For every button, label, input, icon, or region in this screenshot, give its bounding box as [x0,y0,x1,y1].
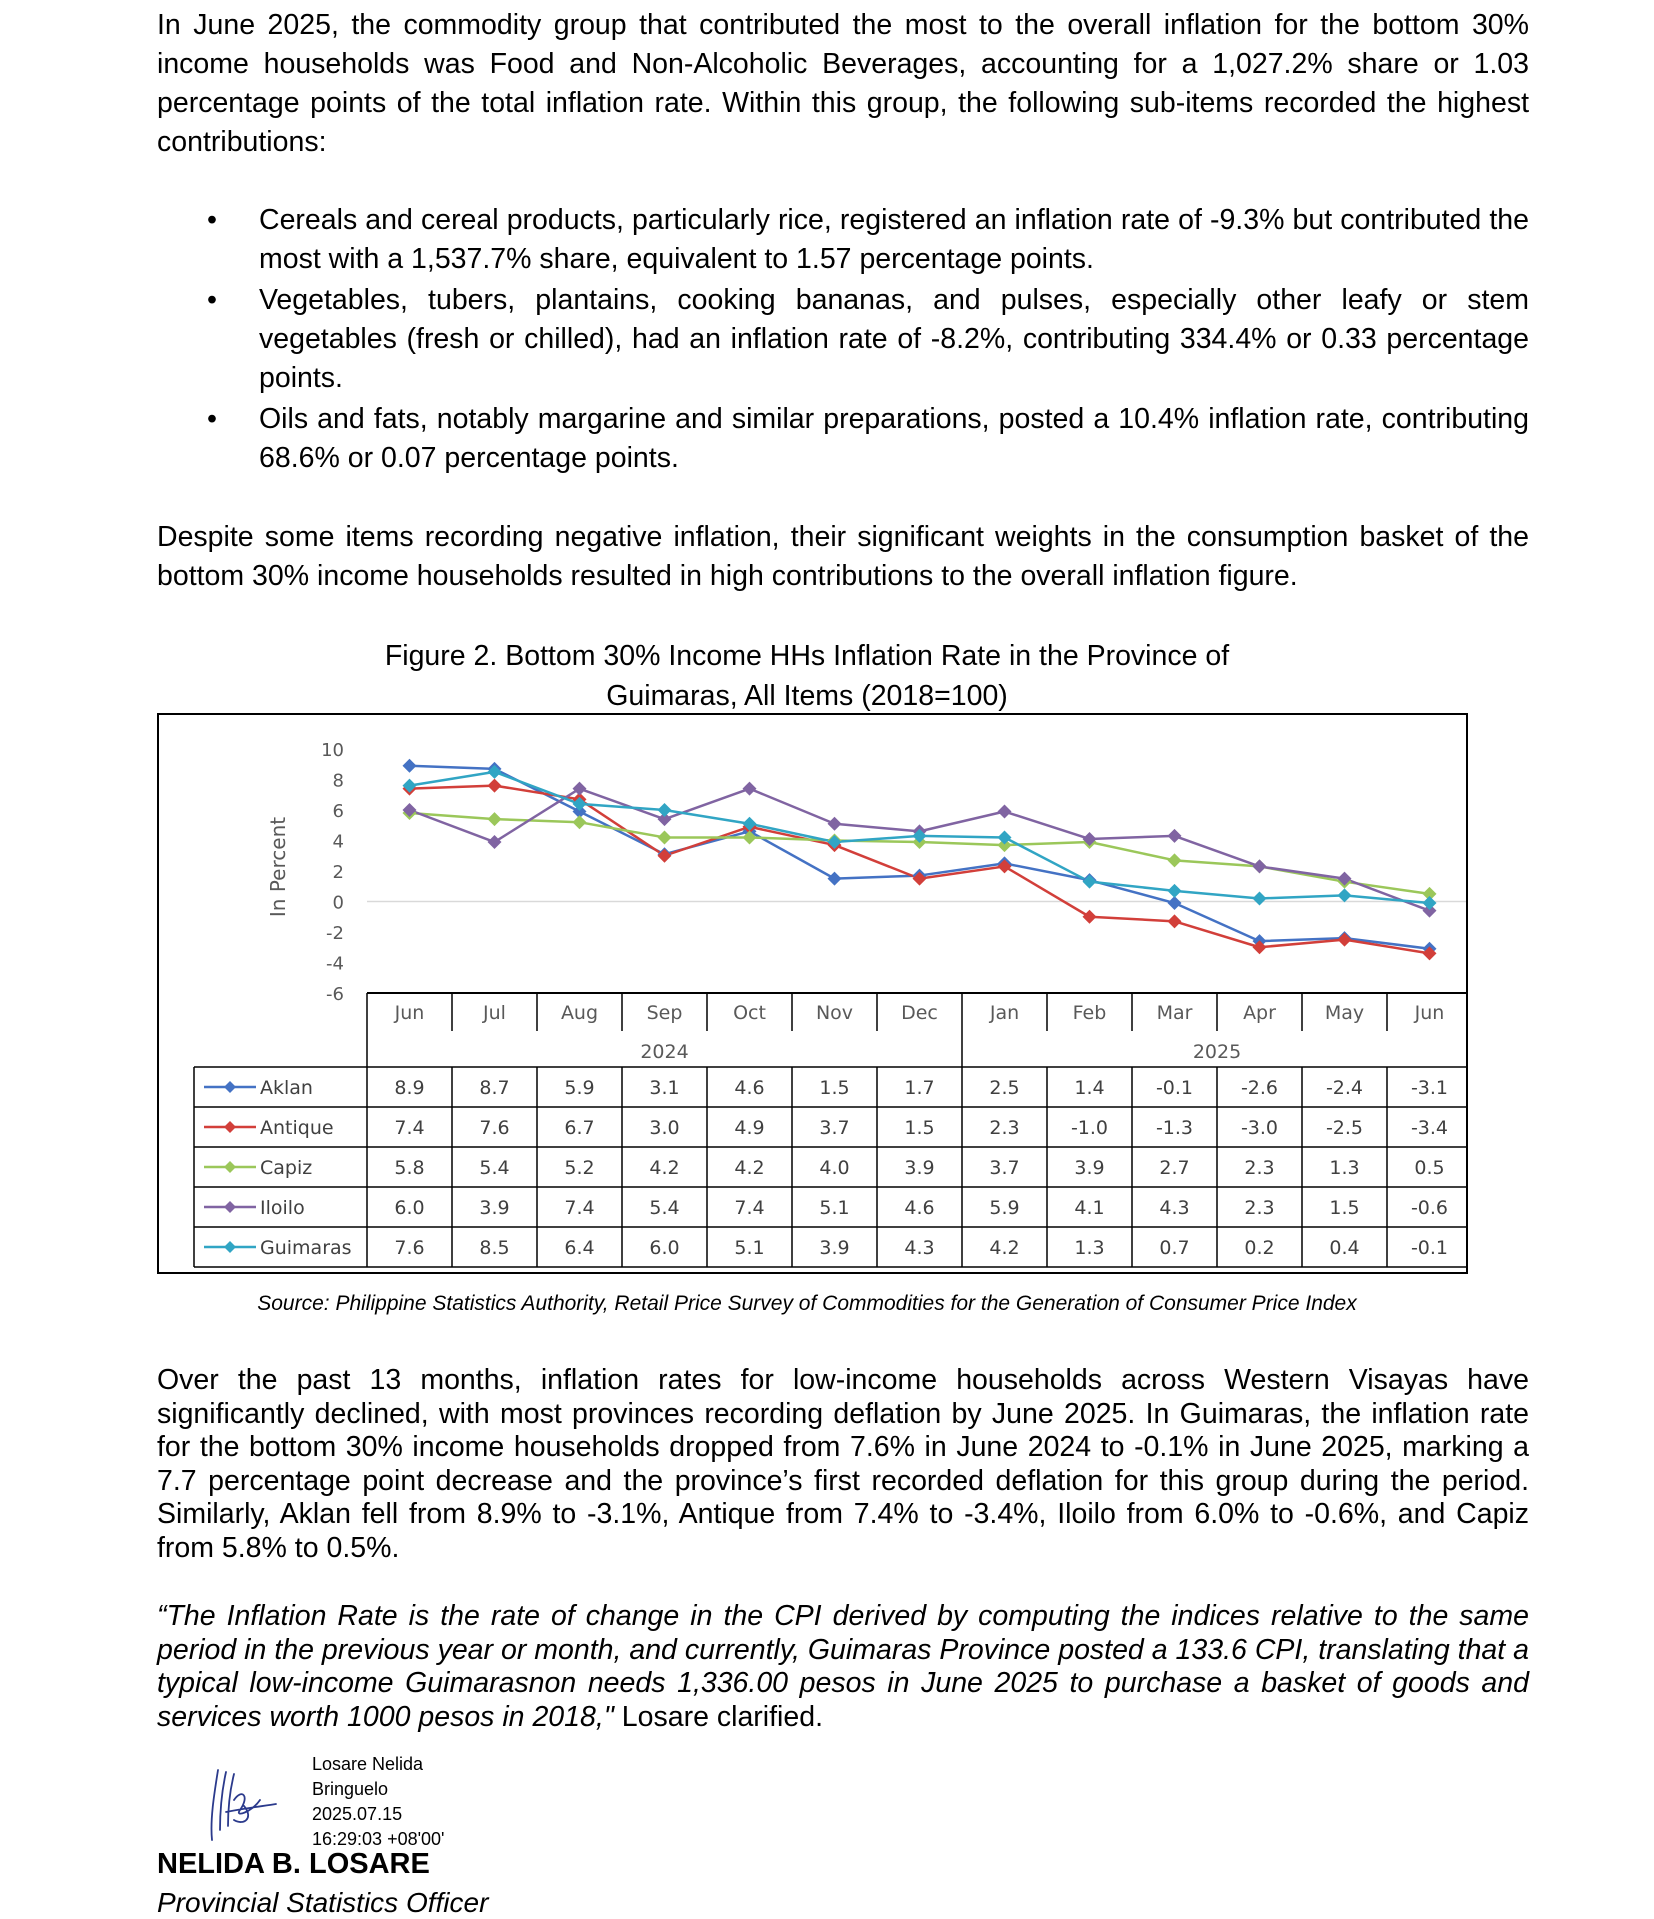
legend-label: Antique [260,1117,334,1139]
data-table-cell: 3.9 [1074,1157,1105,1179]
data-point-aklan [1168,896,1182,910]
data-table-cell: -2.6 [1240,1077,1279,1099]
paragraph-negative-inflation: Despite some items recording negative inflation, their significant weights in the consumption basket of the bottom 30% income households resulted in high contributions to the overall inflation figure. [157,521,1529,592]
data-point-guimaras [658,803,672,817]
data-table-cell: -1.3 [1155,1117,1194,1139]
bullet-item [157,400,1529,478]
data-table-cell: 1.5 [819,1077,850,1099]
y-tick-label: -6 [326,984,344,1005]
legend-key-marker [224,1161,236,1173]
data-point-guimaras [1083,875,1097,889]
data-table-cell: -2.4 [1325,1077,1364,1099]
y-tick-label: 8 [332,770,344,792]
figure-title-line2: Guimaras, All Items (2018=100) [606,680,1008,712]
handwritten-signature [190,1760,290,1855]
data-table-cell: 0.7 [1159,1237,1190,1259]
data-table-cell: -3.4 [1410,1117,1449,1139]
data-table-cell: 2.7 [1159,1157,1190,1179]
y-tick-label: -2 [326,923,344,944]
data-table-cell: 4.0 [819,1157,850,1179]
data-table-cell: 1.5 [904,1117,935,1139]
data-table-cell: 6.0 [394,1197,425,1219]
data-table-cell: -0.1 [1410,1237,1449,1259]
data-point-antique [488,779,502,793]
data-table-cell: 4.2 [649,1157,680,1179]
data-table-cell: 3.7 [819,1117,850,1139]
data-table-cell: 5.2 [564,1157,595,1179]
data-point-guimaras [998,830,1012,844]
data-table-cell: 4.2 [734,1157,765,1179]
legend-key-marker [224,1081,236,1093]
data-point-antique [1168,914,1182,928]
data-table-cell: 3.9 [904,1157,935,1179]
data-table-cell: 2.3 [1244,1157,1275,1179]
bullet-symbol: • [207,204,217,236]
data-table-cell: 6.4 [564,1237,595,1259]
figure-title [157,636,1457,716]
data-point-iloilo [573,782,587,796]
data-table-cell: 0.4 [1329,1237,1360,1259]
data-table-cell: 0.5 [1414,1157,1445,1179]
data-table-cell: 2.3 [1244,1197,1275,1219]
data-table-cell: 6.7 [564,1117,595,1139]
figure-title-line1: Figure 2. Bottom 30% Income HHs Inflation Rate in the Province of [384,640,1230,672]
y-tick-label: 10 [321,740,344,761]
y-tick-label: 2 [332,862,344,883]
data-point-guimaras [1338,888,1352,902]
data-table-cell: -3.0 [1240,1117,1279,1139]
officer-title: Provincial Statistics Officer [157,1887,489,1918]
data-table-cell: 8.5 [479,1237,510,1259]
legend-label: Aklan [260,1077,313,1099]
signature-time: 16:29:03 +08'00' [312,1829,445,1849]
data-table-cell: -0.6 [1410,1197,1449,1219]
data-table-cell: 2.5 [989,1077,1020,1099]
digital-signature-details [312,1752,445,1852]
y-tick-label: 0 [332,892,344,914]
data-table-cell: 8.9 [394,1077,425,1099]
data-table-cell: 5.1 [734,1237,765,1259]
paragraph-contribution: In June 2025, the commodity group that contributed the most to the overall inflation for the bottom 30% income households was Food and Non-Alcoholic Beverages, accounting for a 1,027.2% share or 1.03 percentage points of the total inflation rate. Within this group, the following sub-items recorded the highest contributions: [157,9,1529,158]
bullet-symbol: • [207,403,217,435]
data-point-capiz [658,830,672,844]
bullet-item [157,201,1529,279]
data-table-cell: 4.1 [1074,1197,1105,1219]
x-tick-label: Oct [733,1002,766,1024]
x-tick-label: Apr [1243,1002,1276,1024]
data-table-cell: 4.9 [734,1117,765,1139]
data-table-cell: 8.7 [479,1077,510,1099]
x-tick-label: Jun [1414,1002,1445,1024]
officer-name: NELIDA B. LOSARE [157,1848,430,1880]
x-tick-label: Jan [989,1002,1020,1024]
data-table-cell: 2.3 [989,1117,1020,1139]
data-table-cell: 4.3 [904,1237,935,1259]
data-point-iloilo [1168,829,1182,843]
bullet-item [157,281,1529,398]
bullet-symbol: • [207,284,217,316]
data-table-cell: -0.1 [1155,1077,1194,1099]
data-point-guimaras [1168,884,1182,898]
x-tick-label: Jun [394,1002,425,1024]
data-table-cell: 3.0 [649,1117,680,1139]
data-table-cell: 1.3 [1074,1237,1105,1259]
data-point-iloilo [998,805,1012,819]
paragraph-quote [157,1600,1529,1734]
x-tick-label: Jul [483,1002,506,1024]
legend-label: Guimaras [260,1237,352,1259]
data-point-iloilo [1253,859,1267,873]
data-table-cell: 7.6 [394,1237,425,1259]
bullet-text: Vegetables, tubers, plantains, cooking bananas, and pulses, especially other leafy or stem vegetables (fresh or chilled), had an inflation rate of -8.2%, contributing 334.4% or 0.33 percentage points. [259,284,1529,394]
data-table-cell: 3.9 [819,1237,850,1259]
data-table-cell: 0.2 [1244,1237,1275,1259]
data-table-cell: 4.2 [989,1237,1020,1259]
data-table-cell: -2.5 [1325,1117,1364,1139]
x-tick-label: Dec [901,1002,938,1024]
x-tick-label: Mar [1156,1002,1193,1024]
data-point-capiz [573,815,587,829]
data-table-cell: 6.0 [649,1237,680,1259]
data-table-cell: 5.1 [819,1197,850,1219]
contribution-bullet-list [157,201,1529,480]
signature-name-line1: Losare Nelida [312,1754,424,1774]
x-tick-label: May [1324,1002,1365,1024]
data-table-cell: -3.1 [1410,1077,1449,1099]
y-tick-label: 4 [332,831,344,853]
series-line-aklan [410,766,1430,949]
series-line-iloilo [410,789,1430,911]
signature-date: 2025.07.15 [312,1804,403,1824]
data-table-cell: 1.7 [904,1077,935,1099]
x-tick-label: Feb [1072,1002,1107,1024]
y-tick-label: -4 [326,953,344,975]
bullet-text: Cereals and cereal products, particularly rice, registered an inflation rate of -9.3% but contributed the most with a 1,537.7% share, equivalent to 1.57 percentage points. [259,204,1529,275]
x-tick-label: Sep [646,1002,683,1024]
data-table-cell: 1.5 [1329,1197,1360,1219]
data-table-cell: 5.4 [479,1157,510,1179]
legend-label: Capiz [260,1157,313,1179]
data-point-capiz [488,812,502,826]
y-axis-label: In Percent [266,816,290,918]
quote-attribution: Losare clarified. [613,1700,823,1733]
data-table-cell: 4.3 [1159,1197,1190,1219]
data-table-cell: 5.9 [564,1077,595,1099]
signature-name-line2: Bringuelo [312,1779,389,1799]
y-tick-label: 6 [332,801,344,822]
data-point-antique [1338,933,1352,947]
data-point-aklan [403,759,417,773]
figure-source: Source: Philippine Statistics Authority, Retail Price Survey of Commodities for the Generation of Consumer Price Index [257,1292,1357,1315]
data-point-capiz [1168,853,1182,867]
data-point-iloilo [828,817,842,831]
inflation-chart [157,713,1468,1274]
data-table-cell: 7.4 [394,1117,425,1139]
x-tick-label: Aug [560,1002,599,1024]
data-point-antique [1083,910,1097,924]
legend-key-marker [224,1121,236,1133]
data-table-cell: 7.4 [734,1197,765,1219]
legend-key-marker [224,1241,236,1253]
data-point-iloilo [743,782,757,796]
data-table-cell: 1.3 [1329,1157,1360,1179]
data-table-cell: 3.7 [989,1157,1020,1179]
bullet-text: Oils and fats, notably margarine and similar preparations, posted a 10.4% inflation rate, contributing 68.6% or 0.07 percentage points. [259,403,1529,474]
data-table-cell: -1.0 [1070,1117,1109,1139]
x-tick-label: Nov [815,1002,854,1024]
data-point-aklan [828,872,842,886]
year-group-label: 2025 [1192,1041,1242,1063]
inflation-chart-svg [159,715,1466,1272]
legend-key-marker [224,1201,236,1213]
legend-label: Iloilo [260,1197,305,1219]
data-table-cell: 3.9 [479,1197,510,1219]
year-group-label: 2024 [640,1041,689,1063]
quote-text: “The Inflation Rate is the rate of change in the CPI derived by computing the indices relative to the same period in the previous year or month, and currently, Guimaras Province posted a 133.6 CPI, translating that a typical low-income Guimarasnon needs 1,336.00 pesos in June 2025 to purchase a basket of goods and services worth 1000 pesos in 2018," [157,1600,1529,1733]
data-table-cell: 4.6 [734,1077,765,1099]
data-table-cell: 3.1 [649,1077,680,1099]
data-table-cell: 7.6 [479,1117,510,1139]
data-table-cell: 5.4 [649,1197,680,1219]
data-point-guimaras [1253,891,1267,905]
data-table-cell: 7.4 [564,1197,595,1219]
data-table-cell: 5.8 [394,1157,425,1179]
paragraph-trend-summary: Over the past 13 months, inflation rates for low-income households across Western Visayas have significantly declined, with most provinces recording deflation by June 2025. In Guimaras, the inflation rate for the bottom 30% income households dropped from 7.6% in June 2024 to -0.1% in June 2025, marking a 7.7 percentage point decrease and the province’s first recorded deflation for this group during the period. Similarly, Aklan fell from 8.9% to -3.1%, Antique from 7.4% to -3.4%, Iloilo from 6.0% to -0.6%, and Capiz from 5.8% to 0.5%. [157,1364,1529,1564]
data-table-cell: 1.4 [1074,1077,1105,1099]
data-point-iloilo [488,835,502,849]
data-table-cell: 4.6 [904,1197,935,1219]
data-table-cell: 5.9 [989,1197,1020,1219]
